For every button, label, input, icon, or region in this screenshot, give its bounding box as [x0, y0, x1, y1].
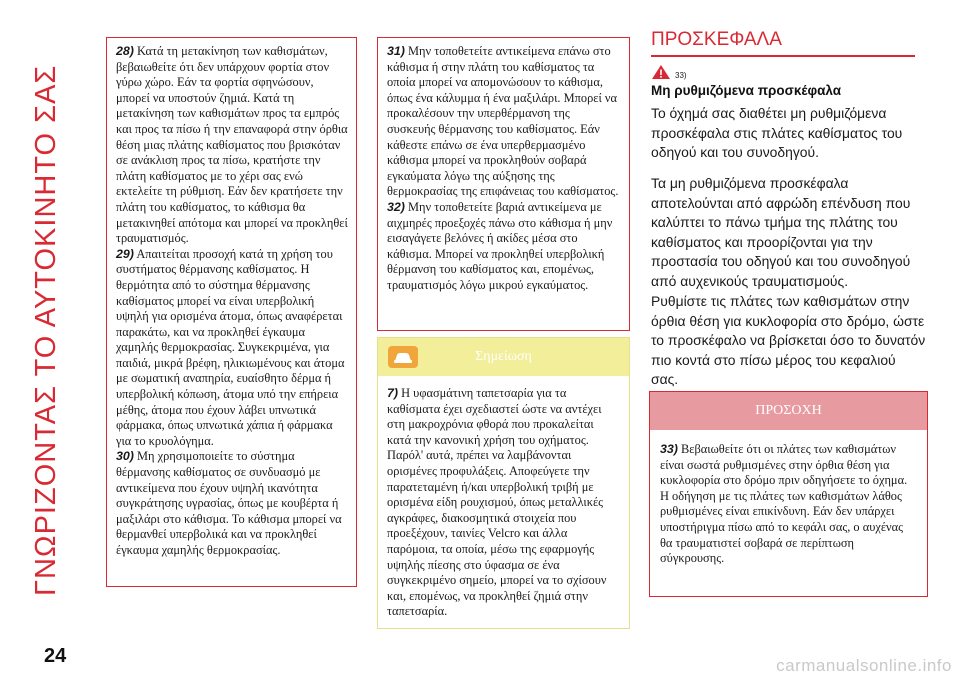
warning-29-number: 29): [116, 246, 134, 261]
warning-28-number: 28): [116, 44, 134, 58]
page-number: 24: [44, 645, 67, 667]
caution-box: [649, 391, 928, 597]
caution-header: ΠΡΟΣΟΧΗ: [650, 392, 927, 430]
warning-31-number: 31): [387, 44, 405, 58]
section-title-headrests: ΠΡΟΣΚΕΦΑΛΑ: [651, 29, 915, 57]
warning-32-number: 32): [387, 199, 405, 214]
warning-28: [116, 44, 348, 247]
note-header-label: Σημείωση: [475, 349, 532, 364]
warning-box-middle: [377, 37, 630, 331]
note-box: [377, 337, 630, 629]
warning-29-text: Απαιτείται προσοχή κατά τη χρήση του συστήματος θέρμανσης καθίσματος. Η θερμότητα από το σύστημα θέρμανσης καθίσματος μπορεί να είναι υπερβολική υψηλή για ορισμένα άτομα, όπως αναφέρεται παρακάτω, και να προκληθεί έγκαυμα χαμηλής θερμοκρασίας. Συγκεκριμένα, για παιδιά, μικρά βρέφη, ηλικιωμένους και άτομα με σωματική αναπηρία, ευαίσθητο δέρμα ή υπερβολική κόπωση, άτομα υπό την επήρεια μέθης, άτομα που έχουν λάβει υπνωτικά φάρμακα, όπως υπνωτικά χάπια ή φάρμακα για το κρυολόγημα.: [116, 246, 345, 448]
warning-box-left: [106, 37, 357, 587]
warning-reference: [651, 63, 687, 80]
warning-reference-label: 33): [675, 71, 687, 80]
warning-29: [116, 247, 348, 450]
watermark: carmanualsonline.info: [776, 656, 952, 675]
warning-triangle-icon: [651, 64, 671, 80]
warning-30: [116, 449, 348, 558]
warning-30-number: 30): [116, 449, 134, 464]
warning-33: [660, 442, 917, 567]
note-7: [387, 386, 620, 620]
warning-31: [387, 44, 621, 200]
note-7-number: 7): [387, 386, 399, 400]
warning-30-text: Μη χρησιμοποιείτε το σύστημα θέρμανσης καθίσματος σε συνδυασμό με αντικείμενα που έχουν υψηλή ικανότητα συγκράτησης υγρασίας, όπως με κουβέρτα ή μαξιλάρι στο κάθισμα. Το κάθισμα μπορεί να θερμανθεί υπερβολικά και να προκληθεί έγκαυμα χαμηλής θερμοκρασίας.: [116, 449, 342, 557]
warning-32: [387, 200, 621, 294]
warning-31-text: Μην τοποθετείτε αντικείμενα επάνω στο κάθισμα ή στην πλάτη του καθίσματος τα οποία μπορεί να απομονώσουν το κάθισμα, όπως ένα κάλυμμα ή ένα μαξιλάρι. Μπορεί να προκαλέσουν την υπερθέρμανση της συσκευής θέρμανσης του καθίσματος. Εάν κάθεστε επάνω σε ένα υπερθερμασμένο κάθισμα μπορεί να προκληθούν σοβαρά εγκαύματα λόγω της αύξησης της θερμοκρασίας της επιφάνειας του καθίσματος.: [387, 44, 619, 199]
paragraph-2: Τα μη ρυθμιζόμενα προσκέφαλα αποτελούνται από αφρώδη επένδυση που καλύπτει το πάνω τμήμα της πλάτης του καθίσματος και προορίζονται για την προστασία του οδηγού και του συνοδηγού από αυχενικούς τραυματισμούς.: [651, 175, 911, 289]
chapter-side-title: ΓΝΩΡΙΖΟΝΤΑΣ ΤΟ ΑΥΤΟΚΙΝΗΤΟ ΣΑΣ: [30, 64, 62, 596]
warning-28-text: Κατά τη μετακίνηση των καθισμάτων, βεβαιωθείτε ότι δεν υπάρχουν φορτία στον γύρω χώρο. Εάν τα φορτία σφηνώσουν, μπορεί να υποστούν ζημιά. Κατά τη μετακίνηση των καθισμάτων προς τα εμπρός και προς τα πίσω ή την επαναφορά στην όρθια θέση μιας πλάτης καθίσματος που βρισκόταν σε ανάκλιση προς τα πίσω, κρατήστε την πλάτη καθίσματος με το χέρι σας ενώ εκτελείτε τη ρύθμιση. Εάν δεν κρατήσετε την πλάτη του καθίσματος, το κάθισμα θα μετακινηθεί απότομα και μπορεί να προκληθεί τραυματισμός.: [116, 44, 348, 246]
note-7-text: Η υφασμάτινη ταπετσαρία για τα καθίσματα έχει σχεδιαστεί ώστε να αντέχει στη μακροχρόνια φθορά που προκαλείται κατά την κανονική χρήση του οχήματος. Παρόλ' αυτά, πρέπει να λαμβάνονται ορισμένες προφυλάξεις. Αποφεύγετε την παρατεταμένη ή/και υπερβολική τριβή με ορισμένα είδη ρουχισμού, όπως μεταλλικές αγκράφες, διακοσμητικά στοιχεία που προεξέχουν, ταινίες Velcro και άλλα παρόμοια, τα οποία, μέσω της εφαρμογής υψηλής πίεσης στο ύφασμα σε ένα συγκεκριμένο σημείο, μπορεί να το σχίσουν και, επομένως, να προκληθεί ζημιά στην ταπετσαρία.: [387, 386, 607, 619]
warning-33-text: Βεβαιωθείτε ότι οι πλάτες των καθισμάτων είναι σωστά ρυθμισμένες στην όρθια θέση για κυκλοφορία στο δρόμο πριν οδηγήσετε το όχημα. Η οδήγηση με τις πλάτες των καθισμάτων λάθος ρυθμισμένες είναι επικίνδυνη. Εάν δεν υπάρχει υποστήριγμα πίσω από το κεφάλι σας, ο αυχένας θα τραυματιστεί σοβαρά σε περίπτωση σύγκρουσης.: [660, 442, 908, 566]
warning-33-number: 33): [660, 442, 678, 456]
warning-32-text: Μην τοποθετείτε βαριά αντικείμενα με αιχμηρές προεξοχές πάνω στο κάθισμα ή μην εισαγάγετε βελόνες ή ακίδες μέσα στο κάθισμα. Μπορεί να προκληθεί υπερβολική θέρμανση του καθίσματος και, επομένως, τραυματισμός λόγω μικρού εγκαύματος.: [387, 199, 613, 292]
paragraph-3: Ρυθμίστε τις πλάτες των καθισμάτων στην όρθια θέση για κυκλοφορία στο δρόμο, ώστε το προσκέφαλο να βρίσκεται όσο το δυνατόν πιο κοντά στο πίσω μέρος του κεφαλιού σας.: [651, 293, 926, 388]
paragraph-1: Το όχημά σας διαθέτει μη ρυθμιζόμενα προσκέφαλα στις πλάτες καθίσματος του οδηγού και του συνοδηγού.: [651, 105, 903, 161]
note-header: [378, 338, 629, 376]
subheading-fixed-headrests: Μη ρυθμιζόμενα προσκέφαλα: [651, 83, 842, 98]
car-note-icon: [388, 346, 418, 368]
